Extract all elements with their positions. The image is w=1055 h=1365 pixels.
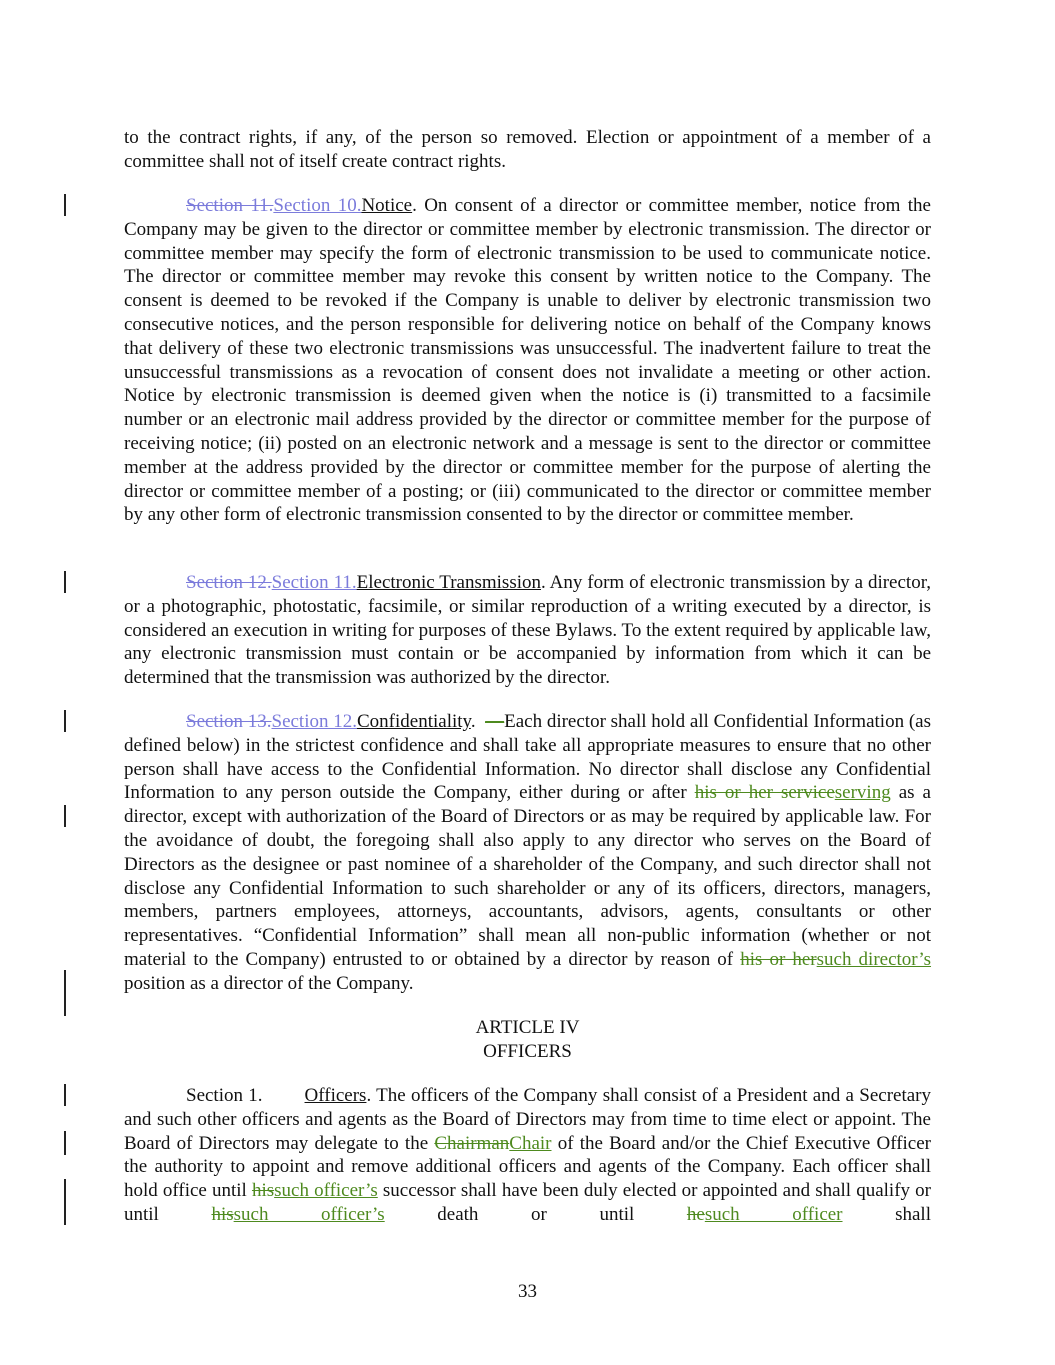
section-heading: Confidentiality xyxy=(357,711,471,732)
section-officers xyxy=(124,1084,931,1227)
section-number: Section 1. xyxy=(186,1085,263,1106)
section-punct: . xyxy=(470,711,486,732)
article-subtitle: OFFICERS xyxy=(483,1040,572,1062)
inserted-text: such officer’s xyxy=(274,1180,378,1202)
section-body: . On consent of a director or committee member, notice from the Company may be given to the director or committee member by electronic transmission. The director or committee member may specify the form of electronic transmission to be used to communicate notice. The director or committee member may revoke this consent by written notice to the Company. The consent is deemed to be revoked if the Company is unable to deliver by electronic transmission two consecutive notices, and the person responsible for delivering notice on behalf of the Company knows that delivery of these two electronic transmissions was unsuccessful. The inadvertent failure to treat the unsuccessful transmissions as a revocation of consent does not invalidate a meeting or other action. Notice by electronic transmission is deemed given when the notice is (i) transmitted to a facsimile number or an electronic mail address provided by the director or committee member for the purpose of receiving notice; (ii) posted on an electronic network and a message is sent to the director or committee member at the address provided by the director or committee member for the purpose of alerting the director or committee member of a posting; or (iii) communicated to the director or committee member by any other form of electronic transmission consented to by the director or committee member. xyxy=(124,195,931,526)
inserted-section-number: Section 11. xyxy=(271,572,357,593)
page-number: 33 xyxy=(518,1281,537,1302)
section-notice xyxy=(124,194,931,527)
deleted-section-number: Section 11. xyxy=(186,195,274,216)
inserted-section-number: Section 12. xyxy=(271,711,357,732)
change-bar xyxy=(64,571,66,593)
paragraph-text: to the contract rights, if any, of the person so removed. Election or appointment of a member of a committee shall not of itself create contract rights. xyxy=(124,127,931,172)
deleted-text: his xyxy=(251,1180,275,1202)
section-confidentiality xyxy=(124,710,931,996)
change-bar xyxy=(64,194,66,216)
section-body: shall xyxy=(842,1203,931,1225)
inserted-text: serving xyxy=(834,782,891,804)
article-title: ARTICLE IV xyxy=(475,1017,580,1038)
deleted-text: Chairman xyxy=(434,1132,510,1154)
section-body: successor shall have been duly elected or appointed and shall qualify or until xyxy=(124,1180,931,1225)
inserted-text: such officer xyxy=(704,1203,843,1225)
section-body: of the Board and/or the Chief Executive Officer the authority to appoint and remove additional officers and agents of the Company. Each officer shall hold office until xyxy=(124,1132,931,1202)
deleted-section-number: Section 12. xyxy=(186,572,272,593)
inserted-text: such officer’s xyxy=(233,1203,385,1225)
inserted-text: Chair xyxy=(509,1132,552,1154)
change-bar xyxy=(64,710,66,732)
section-body: . The officers of the Company shall consist of a President and a Secretary and such other officers and agents as the Board of Directors may from time to time elect or appoint. The Board of Directors may delegate to the xyxy=(124,1085,931,1154)
section-heading: Electronic Transmission xyxy=(356,572,542,593)
deleted-text: his or her xyxy=(740,948,817,970)
inserted-section-number: Section 10. xyxy=(273,195,362,216)
change-bar xyxy=(64,1084,66,1106)
section-body: . Any form of electronic transmission by a director, or a photographic, photostatic, facsimile, or similar reproduction of a writing executed by a director, is considered an execution in writing for purposes of these Bylaws. To the extent required by applicable law, any electronic transmission must contain or be accompanied by information from which it can be determined that the transmission was authorized by the director. xyxy=(124,572,932,689)
article-heading xyxy=(124,1016,931,1064)
deleted-text: his or her service xyxy=(694,782,835,804)
section-body: Each director shall hold all Confidential Information (as defined below) in the strictest confidence and shall take all appropriate measures to ensure that no other person shall have access to the Confidential Information. No director shall disclose any Confidential Information to any person outside the Company, either during or after xyxy=(124,711,931,804)
deleted-text: his xyxy=(211,1203,234,1225)
change-bar xyxy=(64,1131,66,1155)
section-body: death or until xyxy=(384,1203,687,1225)
section-body: as a director, except with authorization of the Board of Directors or as may be required by applicable law. For the avoidance of doubt, the foregoing shall also apply to any director who serves on the Board of Directors as the designee or past nominee of a shareholder of the Company, and such director shall not disclose any Confidential Information to such shareholder or any of its officers, directors, managers, members, partners employees, attorneys, accountants, advisors, agents, consultants or other representatives. “Confidential Information” shall mean all non-public information (whether or not material to the Company) entrusted to or obtained by a director by reason of xyxy=(124,782,931,970)
change-bar xyxy=(64,970,66,1016)
section-heading: Officers xyxy=(304,1085,367,1106)
change-bar xyxy=(64,1179,66,1225)
change-bar xyxy=(64,805,66,827)
deleted-dash: — xyxy=(485,711,505,732)
section-body: position as a director of the Company. xyxy=(124,972,414,994)
deleted-section-number: Section 13. xyxy=(186,711,272,732)
paragraph-continuation xyxy=(124,126,931,174)
section-electronic-transmission xyxy=(124,571,931,690)
section-heading: Notice xyxy=(361,195,413,216)
deleted-text: he xyxy=(686,1203,705,1225)
inserted-text: such director’s xyxy=(816,948,932,970)
